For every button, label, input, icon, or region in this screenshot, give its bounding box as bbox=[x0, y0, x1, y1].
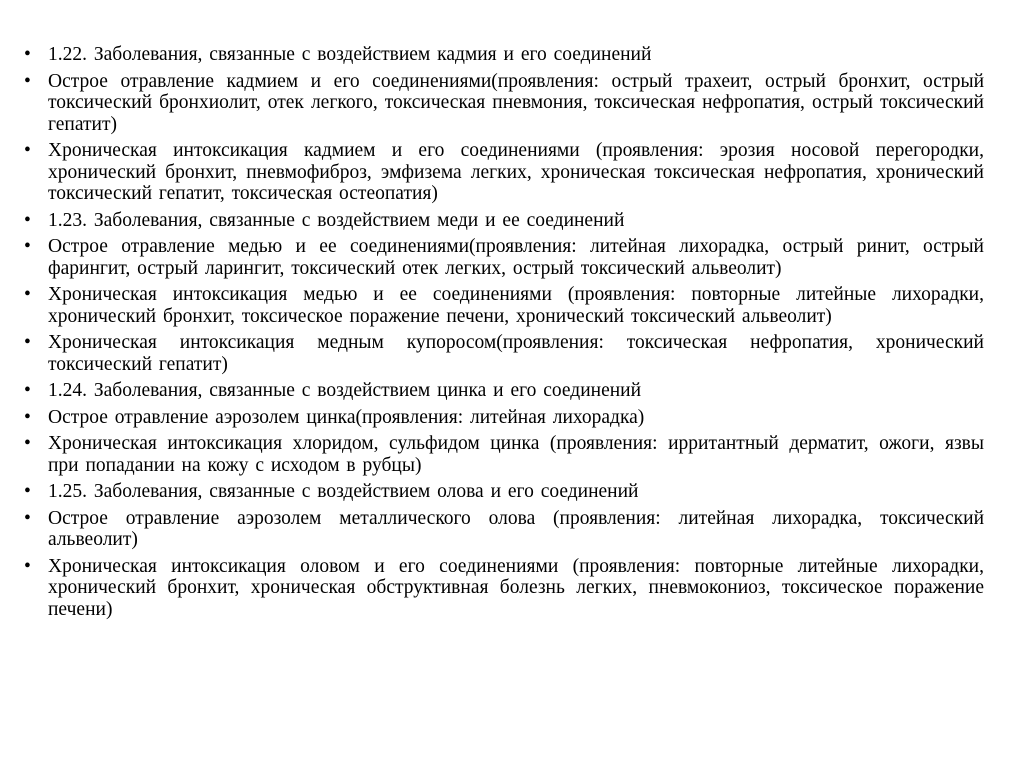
list-item bbox=[24, 71, 984, 136]
bullet-icon: • bbox=[24, 209, 31, 231]
list-item-text: Острое отравление аэрозолем металлического олова (проявления: литейная лихорадка, токсический альвеолит) bbox=[48, 507, 984, 550]
bullet-icon: • bbox=[24, 140, 31, 161]
bullet-icon: • bbox=[24, 236, 31, 257]
list-item-text: Хроническая интоксикация медным купоросом(проявления: токсическая нефропатия, хронический токсический гепатит) bbox=[48, 332, 984, 375]
list-item-text: Хроническая интоксикация оловом и его соединениями (проявления: повторные литейные лихорадки, хронический бронхит, хроническая обструктивная болезнь легких, пневмокониоз, токсическое поражение печени) bbox=[48, 555, 984, 620]
bullet-icon: • bbox=[24, 44, 31, 65]
list-item bbox=[24, 210, 984, 232]
list-item-text: 1.24. Заболевания, связанные с воздействием цинка и его соединений bbox=[48, 380, 642, 401]
list-item bbox=[24, 380, 984, 402]
bullet-icon: • bbox=[24, 433, 31, 454]
bullet-icon: • bbox=[24, 507, 31, 529]
list-item-text: 1.22. Заболевания, связанные с воздействием кадмия и его соединений bbox=[48, 44, 652, 65]
list-item bbox=[24, 433, 984, 476]
bullet-icon: • bbox=[24, 380, 31, 401]
list-item-text: Хроническая интоксикация медью и ее соединениями (проявления: повторные литейные лихорадки, хронический бронхит, токсическое поражение печени, хронический токсический альвеолит) bbox=[48, 284, 984, 327]
list-item bbox=[24, 508, 984, 551]
list-item bbox=[24, 284, 984, 327]
list-item bbox=[24, 407, 984, 429]
list-item bbox=[24, 481, 984, 503]
bullet-list bbox=[24, 44, 984, 625]
bullet-icon: • bbox=[24, 406, 31, 428]
bullet-icon: • bbox=[24, 70, 31, 92]
list-item-text: 1.23. Заболевания, связанные с воздействием меди и ее соединений bbox=[48, 209, 625, 231]
list-item-text: Острое отравление кадмием и его соединениями(проявления: острый трахеит, острый бронхит, острый токсический бронхиолит, отек легкого, токсическая пневмония, токсическая нефропатия, острый токсический гепатит) bbox=[48, 70, 984, 135]
list-item bbox=[24, 44, 984, 66]
bullet-icon: • bbox=[24, 332, 31, 353]
list-item-text: Хроническая интоксикация кадмием и его соединениями (проявления: эрозия носовой перегородки, хронический бронхит, пневмофиброз, эмфизема легких, хроническая токсическая нефропатия, хронический токсический гепатит, токсическая остеопатия) bbox=[48, 140, 984, 204]
bullet-icon: • bbox=[24, 555, 31, 577]
list-item bbox=[24, 236, 984, 279]
list-item-text: Острое отравление медью и ее соединениями(проявления: литейная лихорадка, острый ринит, острый фарингит, острый ларингит, токсический отек легких, острый токсический альвеолит) bbox=[48, 236, 984, 279]
list-item bbox=[24, 140, 984, 205]
list-item bbox=[24, 332, 984, 375]
list-item-text: 1.25. Заболевания, связанные с воздействием олова и его соединений bbox=[48, 481, 639, 502]
list-item-text: Острое отравление аэрозолем цинка(проявления: литейная лихорадка) bbox=[48, 406, 645, 428]
list-item bbox=[24, 556, 984, 621]
bullet-icon: • bbox=[24, 284, 31, 305]
bullet-icon: • bbox=[24, 481, 31, 502]
list-item-text: Хроническая интоксикация хлоридом, сульфидом цинка (проявления: ирритантный дерматит, ожоги, язвы при попадании на кожу с исходом в рубцы) bbox=[48, 433, 984, 476]
